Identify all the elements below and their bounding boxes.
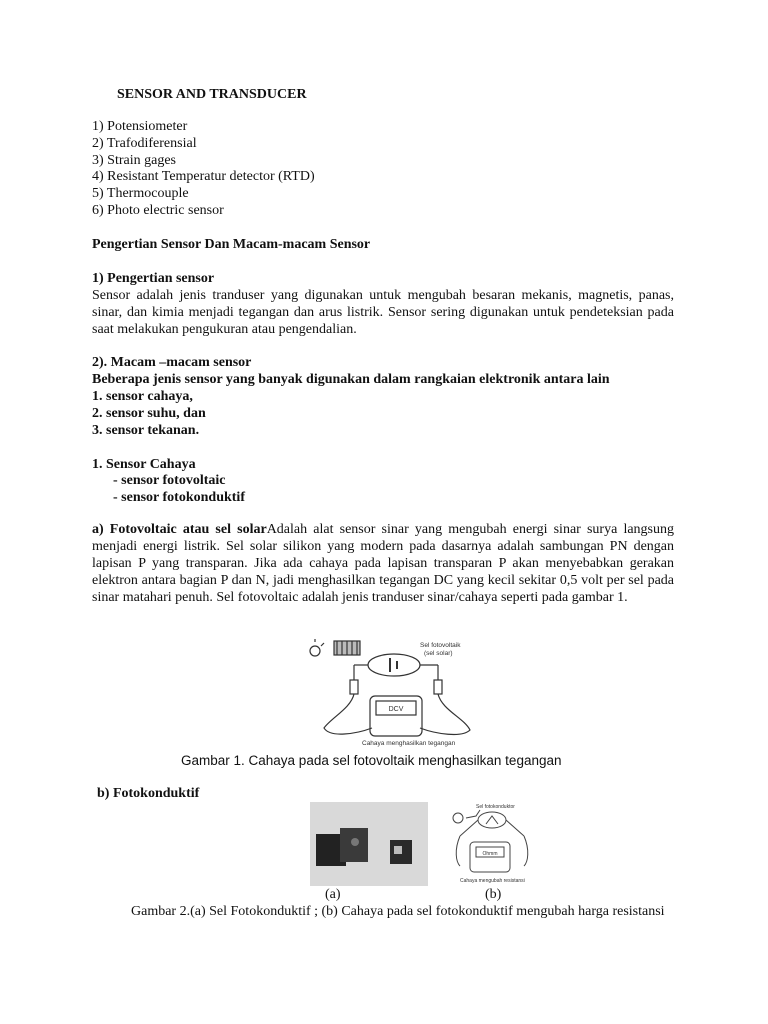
lead-right [524, 836, 528, 866]
subsection-heading: b) Fotokonduktif [97, 786, 200, 801]
list-item: 3. sensor tekanan. [92, 423, 200, 438]
light-icon [453, 813, 463, 823]
figure-photoconductive [310, 802, 550, 886]
subfigure-label: (a) [325, 887, 341, 902]
figure-label: Cahaya menghasilkan tegangan [362, 740, 456, 747]
figure-caption: Gambar 2.(a) Sel Fotokonduktif ; (b) Cahaya pada sel fotokonduktif mengubah harga resistansi [131, 904, 665, 919]
lead-left [456, 836, 460, 866]
light-ray [466, 810, 480, 818]
paragraph-bold: Beberapa jenis sensor yang banyak digunakan dalam rangkaian elektronik antara lain [92, 372, 610, 387]
subfigure-label: (b) [485, 887, 502, 902]
meter-label: DCV [388, 706, 404, 713]
sun-ray [321, 643, 324, 646]
figure-label: Sel fotovoltaik [420, 642, 461, 649]
probe-right [434, 680, 442, 694]
cell-symbol [368, 654, 420, 676]
subsection-heading: 1) Pengertian sensor [92, 271, 215, 286]
list-item: - sensor fotokonduktif [113, 490, 245, 505]
meter-label: Ohmm [482, 851, 498, 857]
wire [460, 820, 478, 836]
wire [506, 820, 524, 836]
subsection-heading: 1. Sensor Cahaya [92, 457, 196, 472]
probe-left [350, 680, 358, 694]
list-item: 2) Trafodiferensial [92, 135, 197, 151]
photovoltaic-diagram [306, 638, 490, 748]
meter-body [370, 696, 422, 736]
list-item: - sensor fotovoltaic [113, 473, 226, 488]
paragraph-label: a) Fotovoltaic atau sel solar [92, 522, 267, 537]
figure-label: Sel fotokonduktor [476, 804, 515, 810]
list-item: 5) Thermocouple [92, 186, 189, 202]
paragraph: Sensor adalah jenis tranduser yang digunakan untuk mengubah besaran mekanis, magnetis, panas, sinar, dan kimia menjadi tegangan dan arus listrik. Sensor sering digunakan untuk pendeteksian pada saat melakukan pengukuran atau pengendalian. [92, 288, 674, 337]
cell-symbol [478, 812, 506, 828]
paragraph-text: Adalah alat sensor sinar yang mengubah energi sinar surya langsung menjadi energi listrik. Sel solar silikon yang modern pada dasarnya adalah sambungan PN dengan lapisan P yang transparan. Jika ada cahaya pada lapisan transparan P akan menyebabkan gerakan elektron antara bagian P dan N, jadi menghasilkan tegangan DC yang kecil sekitar 0,5 volt per sel pada sinar matahari penuh. Sel fotovoltaic adalah jenis tranduser sinar/cahaya seperti pada gambar 1. [92, 522, 674, 605]
lead-right [420, 694, 470, 734]
list-item: 4) Resistant Temperatur detector (RTD) [92, 169, 315, 185]
resistor-arrow [486, 816, 498, 824]
lead-left [324, 694, 372, 734]
list-item: 6) Photo electric sensor [92, 202, 224, 218]
figure-photovoltaic [306, 638, 490, 748]
list-item: 2. sensor suhu, dan [92, 406, 206, 421]
paragraph [92, 521, 674, 606]
list-item: 1. sensor cahaya, [92, 389, 193, 404]
list-item: 3) Strain gages [92, 152, 176, 168]
sun-icon [310, 646, 320, 656]
figure-label: Cahaya mengubah resistansi [460, 878, 525, 884]
page-title: SENSOR AND TRANSDUCER [117, 87, 307, 102]
figure-caption: Gambar 1. Cahaya pada sel fotovoltaik menghasilkan tegangan [181, 753, 562, 768]
section-heading: Pengertian Sensor Dan Macam-macam Sensor [92, 237, 371, 252]
photoconductive-figure [310, 802, 550, 886]
figure-label: (sel solar) [424, 650, 453, 657]
sensor-list [92, 119, 315, 220]
subsection-heading: 2). Macam –macam sensor [92, 355, 252, 370]
list-item: 1) Potensiometer [92, 119, 188, 134]
